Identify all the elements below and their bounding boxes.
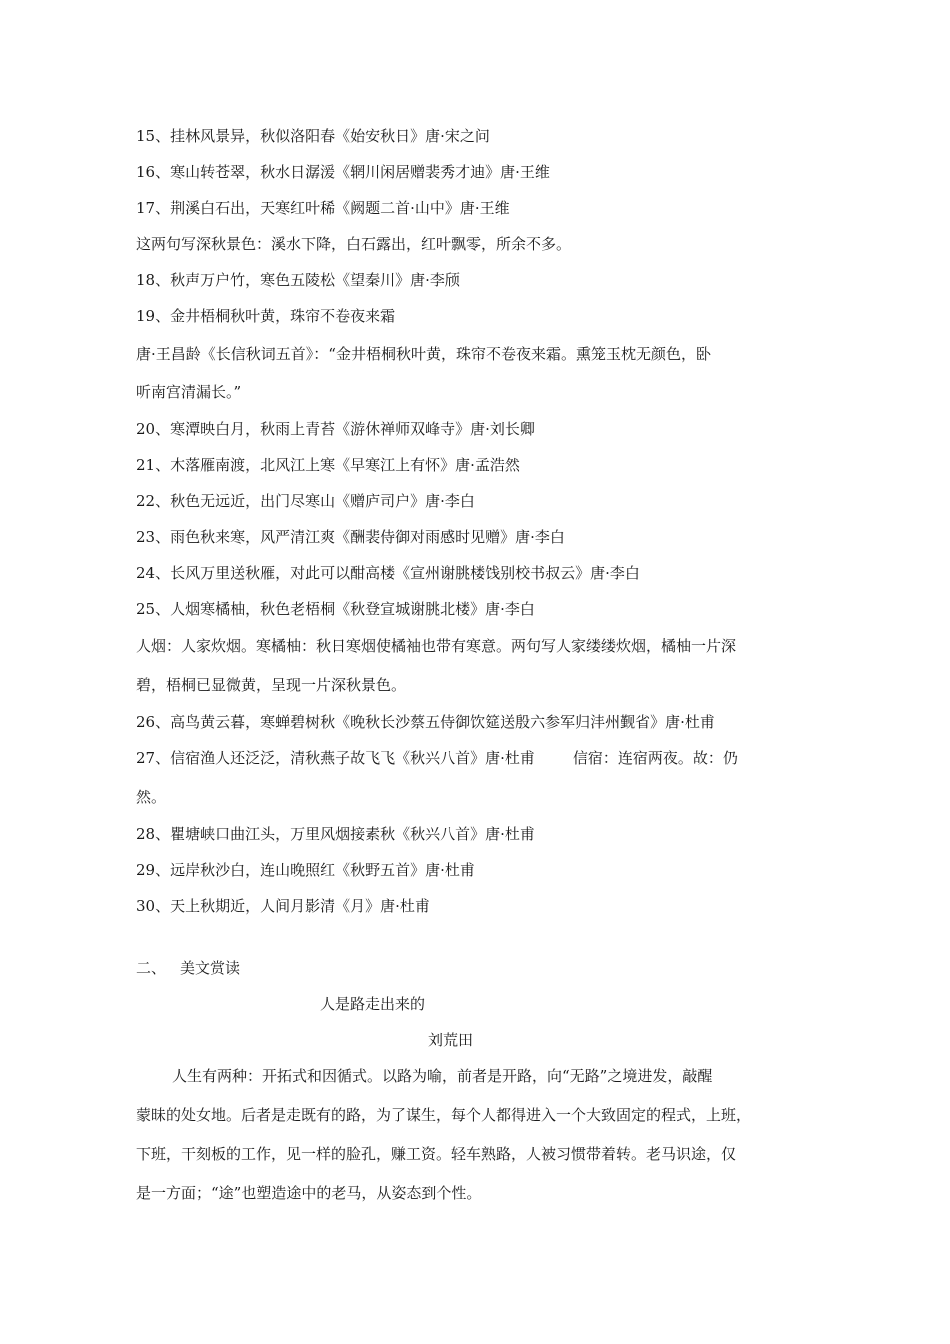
essay-paragraph-line-1: 人生有两种：开拓式和因循式。以路为喻，前者是开路，向“无路”之境进发，敲醒 (172, 1067, 713, 1085)
poem-line-22: 22、秋色无远近，出门尽寒山《赠庐司户》唐·李白 (136, 492, 475, 510)
poem-line-15: 15、挂林风景异，秋似洛阳春《始安秋日》唐·宋之问 (136, 127, 490, 145)
poem-line-20: 20、寒潭映白月，秋雨上青苔《游休禅师双峰寺》唐·刘长卿 (136, 420, 535, 438)
poem-line-17: 17、荆溪白石出，天寒红叶稀《阙题二首·山中》唐·王维 (136, 199, 510, 217)
poem-line-25: 25、人烟寒橘柚，秋色老梧桐《秋登宣城谢朓北楼》唐·李白 (136, 600, 535, 618)
poem-line-27-text: 27、信宿渔人还泛泛，清秋燕子故飞飞《秋兴八首》唐·杜甫 (136, 749, 535, 767)
essay-author: 刘荒田 (428, 1031, 474, 1049)
poem-line-23: 23、雨色秋来寒，风严清江爽《酬裴侍御对雨感时见赠》唐·李白 (136, 528, 565, 546)
poem-line-19: 19、金井梧桐秋叶黄，珠帘不卷夜来霜 (136, 307, 396, 325)
section-heading (136, 958, 240, 978)
poem-note-25b: 碧，梧桐已显微黄，呈现一片深秋景色。 (136, 676, 407, 694)
essay-paragraph-line-2: 蒙昧的处女地。后者是走既有的路，为了谋生，每个人都得进入一个大致固定的程式，上班， (136, 1106, 752, 1124)
poem-note-19b: 听南宫清漏长。” (136, 383, 242, 401)
poem-line-29: 29、远岸秋沙白，连山晚照红《秋野五首》唐·杜甫 (136, 861, 475, 879)
essay-title: 人是路走出来的 (320, 995, 426, 1013)
poem-line-30: 30、天上秋期近，人间月影清《月》唐·杜甫 (136, 897, 430, 915)
poem-line-18: 18、秋声万户竹，寒色五陵松《望秦川》唐·李颀 (136, 271, 460, 289)
section-title: 美文赏读 (180, 959, 241, 977)
poem-note-27b: 然。 (136, 788, 167, 806)
poem-line-16: 16、寒山转苍翠，秋水日潺湲《辋川闲居赠裴秀才迪》唐·王维 (136, 163, 550, 181)
section-number: 二、 (136, 959, 167, 977)
poem-note-25a: 人烟：人家炊烟。寒橘柚：秋日寒烟使橘袖也带有寒意。两句写人家缕缕炊烟，橘柚一片深 (136, 637, 737, 655)
poem-line-21: 21、木落雁南渡，北风江上寒《早寒江上有怀》唐·孟浩然 (136, 456, 520, 474)
essay-paragraph-line-3: 下班，干刻板的工作，见一样的脸孔，赚工资。轻车熟路，人被习惯带着转。老马识途，仅 (136, 1145, 737, 1163)
poem-note-19a: 唐·王昌龄《长信秋词五首》：“金井梧桐秋叶黄，珠帘不卷夜来霜。熏笼玉枕无颜色，卧 (136, 345, 711, 363)
poem-line-24: 24、长风万里送秋雁，对此可以酣高楼《宣州谢朓楼饯别校书叔云》唐·李白 (136, 564, 640, 582)
poem-line-27 (136, 748, 738, 768)
essay-paragraph-line-4: 是一方面；“途”也塑造途中的老马，从姿态到个性。 (136, 1184, 482, 1202)
poem-line-26: 26、高鸟黄云暮，寒蝉碧树秋《晚秋长沙蔡五侍御饮筵送殷六参军归沣州觐省》唐·杜甫 (136, 713, 715, 731)
poem-note-17: 这两句写深秋景色：溪水下降，白石露出，红叶飘零，所余不多。 (136, 235, 572, 253)
poem-line-28: 28、瞿塘峡口曲江头，万里风烟接素秋《秋兴八首》唐·杜甫 (136, 825, 535, 843)
poem-note-27a: 信宿：连宿两夜。故：仍 (572, 749, 738, 767)
